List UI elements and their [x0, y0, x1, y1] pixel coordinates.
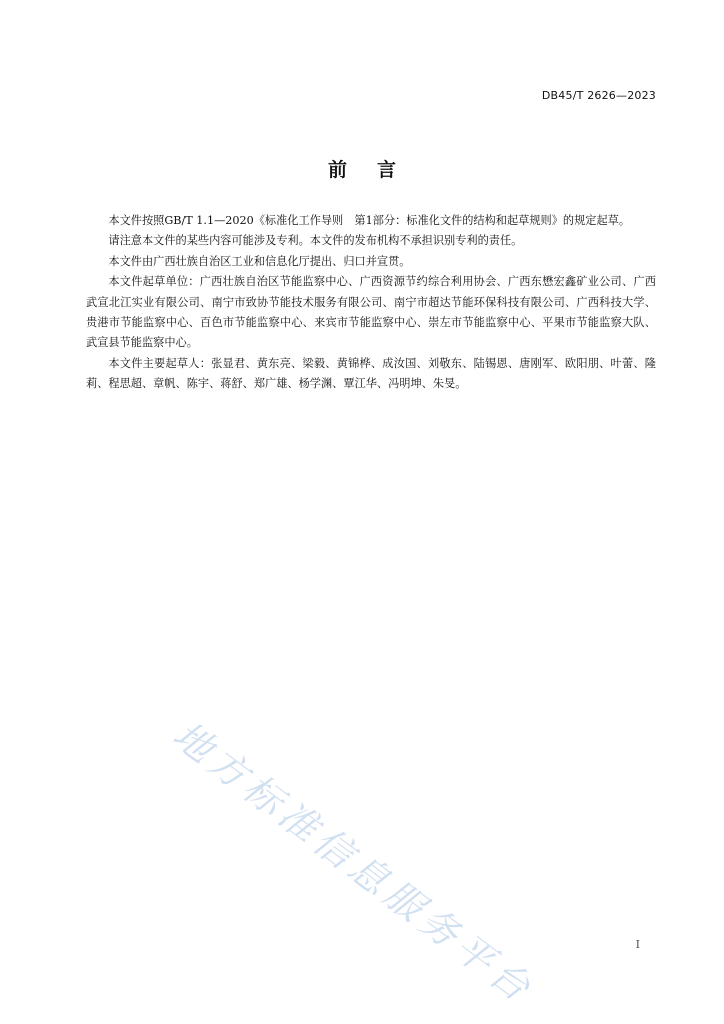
standard-code: DB45/T 2626—2023 [541, 89, 656, 102]
paragraph-proposer: 本文件由广西壮族自治区工业和信息化厅提出、归口并宣贯。 [108, 254, 411, 268]
watermark: 地方标准信息服务平台 [164, 712, 543, 1013]
title-char-1: 前 [327, 159, 347, 181]
title-char-2: 言 [377, 159, 397, 181]
page-title [0, 155, 724, 182]
paragraph-drafting-rules: 本文件按照GB/T 1.1—2020《标准化工作导则 第1部分：标准化文件的结构和起草规则》的规定起草。 [108, 214, 631, 227]
foreword-body [86, 211, 656, 395]
page-number: I [635, 938, 640, 951]
paragraph-drafting-units: 本文件起草单位：广西壮族自治区节能监察中心、广西资源节约综合利用协会、广西东懋宏鑫矿业公司、广西武宣北江实业有限公司、南宁市致协节能技术服务有限公司、南宁市超达节能环保科技有限公司、广西科技大学、贵港市节能监察中心、百色市节能监察中心、来宾市节能监察中心、崇左市节能监察中心、平果市节能监察大队、武宣县节能监察中心。 [86, 275, 656, 350]
paragraph-patent-notice: 请注意本文件的某些内容可能涉及专利。本文件的发布机构不承担识别专利的责任。 [108, 234, 523, 248]
paragraph-drafters: 本文件主要起草人：张显君、黄东亮、梁毅、黄锦桦、成汝国、刘敬东、陆锡恩、唐刚军、欧阳朋、叶蕾、隆莉、程思超、章帆、陈宇、蒋舒、郑广雄、杨学渊、覃江华、冯明坤、朱旻。 [86, 356, 656, 391]
